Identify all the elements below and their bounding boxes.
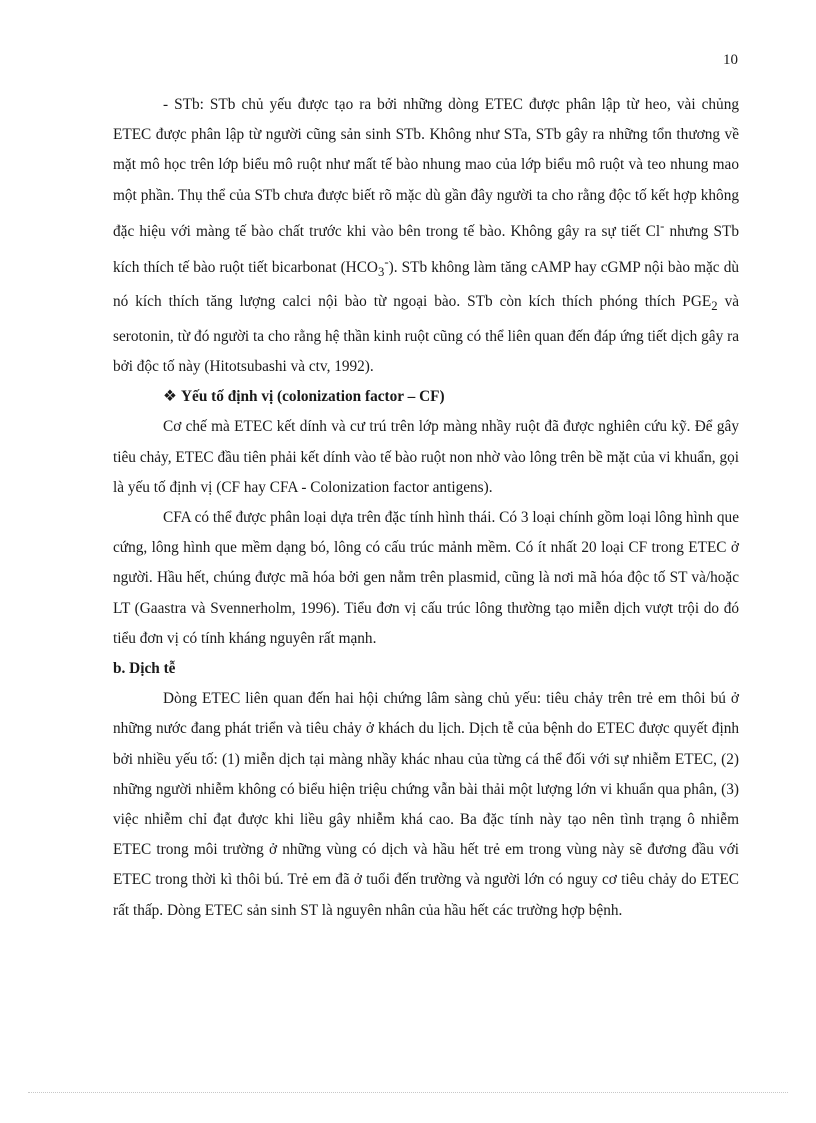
stb-text-2: nhưng STb kích thích tế bào ruột tiết bicarbonat (HCO [113, 222, 739, 277]
footer-divider [28, 1092, 788, 1093]
stb-paragraph [113, 90, 739, 382]
stb-text-1: - STb: STb chủ yếu được tạo ra bởi những dòng ETEC được phân lập từ heo, vài chủng ETEC được phân lập từ người cũng sản sinh STb. Không như STa, STb gây ra những tổn thương về mặt mô học trên lớp biểu mô ruột như mất tế bào nhung mao của lớp biểu mô ruột và teo nhung mao một phần. Thụ thể của STb chưa được biết rõ mặc dù gần đây người ta cho rằng độc tố kết hợp không đặc hiệu với màng tế bào chất trước khi vào bên trong tế bào. Không gây ra sự tiết Cl [113, 96, 739, 240]
pge-subscript: 2 [711, 299, 718, 314]
epidemiology-paragraph: Dòng ETEC liên quan đến hai hội chứng lâm sàng chủ yếu: tiêu chảy trên trẻ em thôi bú ở những nước đang phát triển và tiêu chảy ở khách du lịch. Dịch tễ của bệnh do ETEC được quyết định bởi nhiều yếu tố: (1) miễn dịch tại màng nhầy khác nhau của từng cá thể đối với sự nhiễm ETEC, (2) những người nhiễm không có biểu hiện triệu chứng vẫn bài thải một lượng lớn vi khuẩn qua phân, (3) việc nhiễm chỉ đạt được khi liều gây nhiễm khá cao. Ba đặc tính này tạo nên tình trạng ô nhiễm ETEC trong môi trường ở những vùng có dịch và hầu hết trẻ em trong vùng này sẽ đương đầu với ETEC trong thời kì thôi bú. Trẻ em đã ở tuổi đến trường và người lớn có nguy cơ tiêu chảy do ETEC rất thấp. Dòng ETEC sản sinh ST là nguyên nhân của hầu hết các trường hợp bệnh. [113, 690, 739, 919]
page-number: 10 [723, 52, 738, 68]
stb-text-3: ). STb không làm tăng cAMP hay cGMP nội bào mặc dù nó kích thích tăng lượng calci nội bào từ ngoại bào. STb còn kích thích phóng thích PGE [113, 259, 740, 311]
bicarbonate-subscript: 3 [377, 265, 385, 280]
diamond-bullet-icon: ❖ [163, 388, 177, 406]
bicarbonate-superscript: - [384, 255, 389, 270]
cf-paragraph-2: CFA có thể được phân loại dựa trên đặc tính hình thái. Có 3 loại chính gồm loại lông hình que cứng, lông hình que mềm dạng bó, lông có cấu trúc mảnh mềm. Có ít nhất 20 loại CF trong ETEC ở người. Hầu hết, chúng được mã hóa bởi gen nằm trên plasmid, cũng là nơi mã hóa độc tố ST và/hoặc LT (Gaastra và Svennerholm, 1996). Tiểu đơn vị cấu trúc lông thường tạo miễn dịch vượt trội do đó tiểu đơn vị có tính kháng nguyên rất mạnh. [113, 508, 739, 647]
stb-text-4: và serotonin, từ đó người ta cho rằng hệ thần kinh ruột cũng có thể liên quan đến đáp ứng tiết dịch gây ra bởi độc tố này (Hitotsubashi và ctv, 1992). [113, 293, 740, 375]
chloride-superscript: - [660, 218, 665, 233]
cf-heading-text: Yếu tố định vị (colonization factor – CF) [181, 388, 445, 406]
cf-paragraph-1: Cơ chế mà ETEC kết dính và cư trú trên lớp màng nhầy ruột đã được nghiên cứu kỹ. Để gây tiêu chảy, ETEC đầu tiên phải kết dính vào tế bào ruột non nhờ vào lông trên bề mặt của vi khuẩn, gọi là yếu tố định vị (CF hay CFA - Colonization factor antigens). [113, 418, 739, 496]
document-body [113, 90, 739, 926]
cf-heading [113, 382, 739, 412]
section-heading-epidemiology: b. Dịch tễ [113, 659, 176, 677]
